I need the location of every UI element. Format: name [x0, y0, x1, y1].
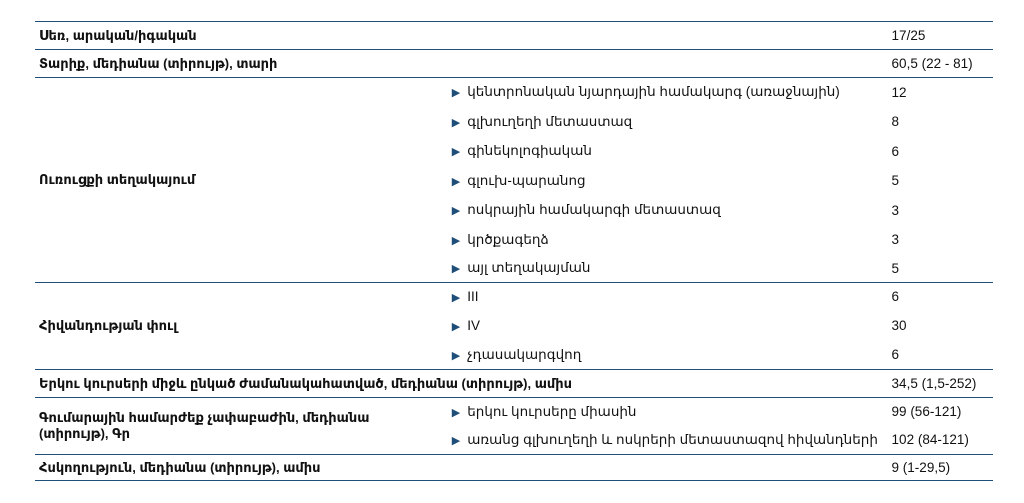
sub-item-value: 102 (84-121) [890, 426, 993, 455]
sub-item-label: չդասակարգվող [467, 346, 582, 362]
sub-item-label: այլ տեղակայման [467, 260, 591, 276]
sub-item [452, 398, 890, 426]
patient-characteristics-table [35, 21, 993, 481]
sub-item-value: 5 [890, 255, 993, 283]
row-label: Հսկողություն, մեդիանա (տիրույթ), ամիս [35, 455, 890, 481]
sub-item-value: 6 [891, 289, 900, 305]
table-row [35, 370, 993, 398]
row-label: Հիվանդության փուլ [35, 283, 452, 370]
bullet-arrow-icon: ▶ [451, 292, 461, 305]
bullet-arrow-icon: ▶ [451, 146, 461, 158]
sub-item-value: 6 [890, 341, 993, 370]
sub-item [452, 107, 890, 137]
sub-item [452, 255, 890, 283]
bullet-arrow-icon: ▶ [451, 205, 461, 217]
sub-item [452, 225, 890, 255]
sub-item-label: գինեկոլոգիական [467, 143, 592, 158]
sub-item-label: առանց գլխուղեղի և ոսկրերի մետաստազով հիվանդների [467, 431, 878, 447]
row-value: 60,5 (22 - 81) [890, 50, 993, 78]
sub-item-label: ոսկրային համակարգի մետաստազ [467, 202, 721, 217]
table-row [35, 50, 993, 78]
bullet-arrow-icon: ▶ [451, 349, 461, 362]
sub-item-label: կենտրոնական նյարդային համակարգ (առաջնային) [467, 84, 840, 100]
sub-item-value: 8 [891, 114, 900, 129]
row-label: Ուռուցքի տեղակայում [35, 78, 452, 283]
sub-item-value: 30 [891, 318, 907, 333]
table-row [35, 283, 993, 311]
row-label: Երկու կուրսերի միջև ընկած ժամանակահատված, մեդիանա (տիրույթ), ամիս [35, 370, 890, 398]
sub-item-label: երկու կուրսերը միասին [467, 403, 637, 419]
sub-item-value: 99 (56-121) [891, 404, 962, 420]
bullet-arrow-icon: ▶ [451, 87, 461, 100]
row-label: Տարիք, մեդիանա (տիրույթ), տարի [35, 50, 890, 78]
table-row [35, 78, 993, 107]
row-label: Սեռ, արական/իգական [35, 22, 890, 50]
sub-item-value: 3 [891, 232, 900, 247]
sub-item-value: 6 [891, 143, 900, 159]
sub-item-label: III [467, 289, 479, 305]
table-row [35, 398, 993, 426]
sub-item [452, 283, 890, 311]
bullet-arrow-icon: ▶ [451, 434, 461, 447]
bullet-arrow-icon: ▶ [451, 234, 461, 247]
table-row [35, 455, 993, 481]
sub-item [452, 311, 890, 341]
sub-item [452, 426, 890, 455]
bullet-arrow-icon: ▶ [451, 321, 461, 333]
sub-item-value: 3 [891, 202, 900, 218]
sub-item [452, 78, 890, 107]
sub-item [452, 137, 890, 166]
sub-item-label: կրծքագեղձ [467, 231, 549, 247]
sub-item-value: 5 [891, 173, 900, 188]
bullet-arrow-icon: ▶ [451, 406, 461, 419]
bullet-arrow-icon: ▶ [451, 116, 461, 129]
sub-item [452, 196, 890, 225]
table-row [35, 22, 993, 50]
bullet-arrow-icon: ▶ [451, 263, 461, 276]
row-value: 17/25 [890, 22, 993, 50]
sub-item-value: 12 [891, 84, 907, 100]
bullet-arrow-icon: ▶ [451, 175, 461, 188]
sub-item-label: գլուխ-պարանոց [467, 172, 586, 188]
row-value: 9 (1-29,5) [890, 455, 993, 481]
row-value: 34,5 (1,5-252) [890, 370, 993, 398]
sub-item-label: IV [467, 318, 480, 333]
sub-item-label: գլխուղեղի մետաստազ [467, 113, 633, 129]
sub-item [452, 166, 890, 196]
row-label: Գումարային համարժեք չափաբաժին, մեդիանա (տիրույթ), Գր [35, 398, 452, 455]
sub-item [452, 341, 890, 370]
